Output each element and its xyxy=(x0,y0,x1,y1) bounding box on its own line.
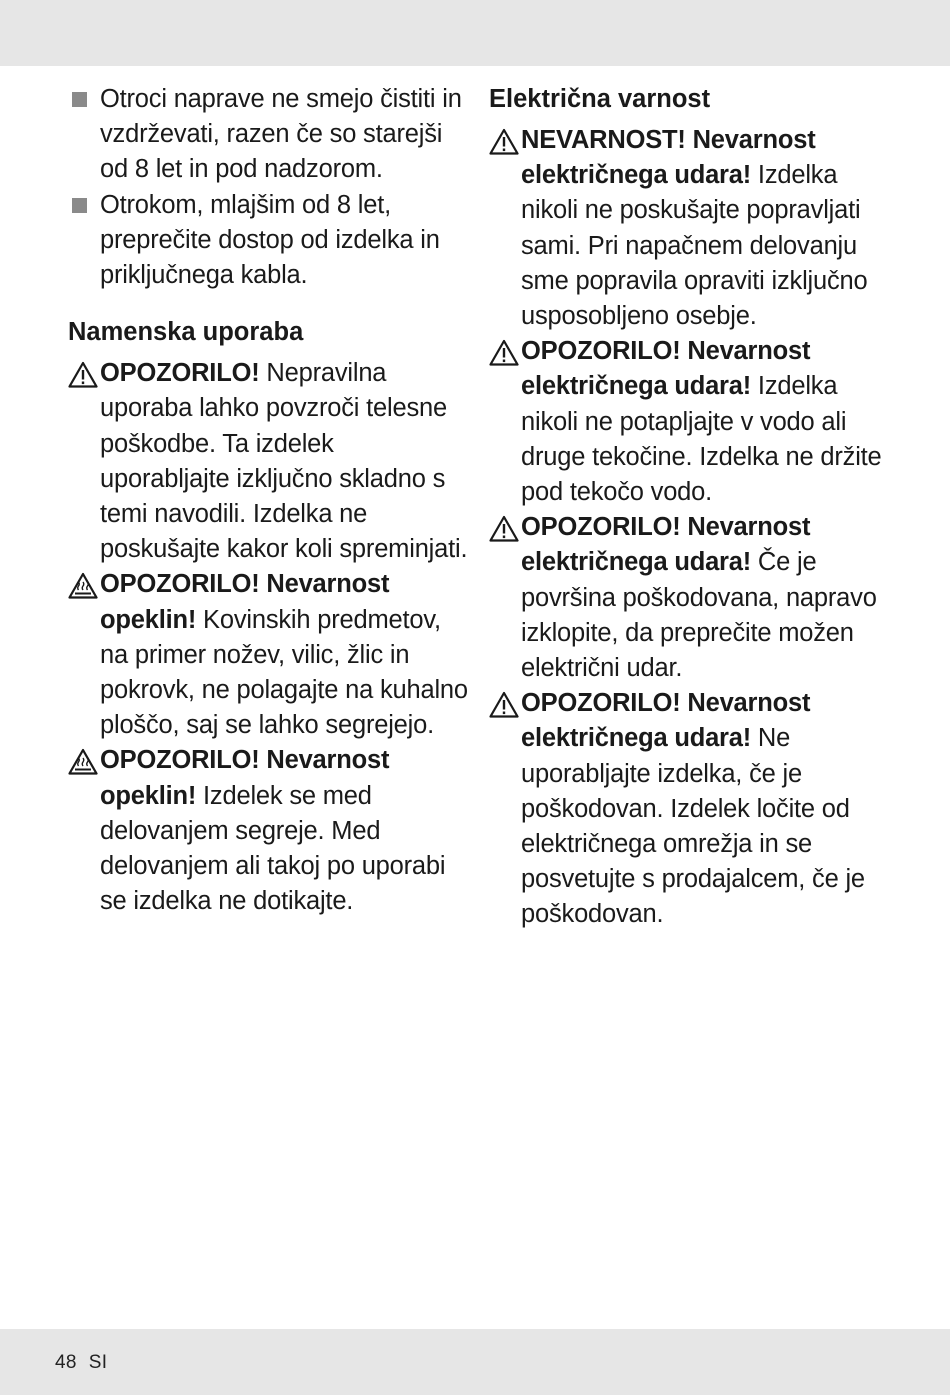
warning-triangle-icon xyxy=(489,515,519,542)
hot-surface-icon xyxy=(68,572,98,599)
warning-text: Ne uporabljajte izdelka, če je poškodovan. Izdelek ločite od električnega omrežja in se posvetujte s prodajalcem, če je poškodovan. xyxy=(521,724,865,929)
bullet-square-icon xyxy=(72,198,87,213)
bullet-text: Otroci naprave ne smejo čistiti in vzdrževati, razen če so starejši od 8 let in pod nadzorom. xyxy=(100,85,462,184)
warning-item xyxy=(68,567,468,743)
warning-item xyxy=(68,743,468,919)
left-column xyxy=(68,82,468,919)
bottom-band xyxy=(0,1329,950,1395)
top-band xyxy=(0,0,950,66)
warning-text: Izdelek se med delovanjem segreje. Med delovanjem ali takoj po uporabi se izdelka ne dotikajte. xyxy=(100,781,446,916)
warning-text: Izdelka nikoli ne potapljajte v vodo ali druge tekočine. Izdelka ne držite pod tekočo vodo. xyxy=(521,372,882,507)
bullet-item xyxy=(68,188,468,294)
warning-item xyxy=(68,356,468,567)
bullet-item xyxy=(68,82,468,188)
page-number: 48 xyxy=(55,1352,77,1373)
section-title: Električna varnost xyxy=(489,85,711,113)
warning-text: Nepravilna uporaba lahko povzroči telesne poškodbe. Ta izdelek uporabljajte izključno skladno s temi navodili. Izdelka ne poskušajte kakor koli spreminjati. xyxy=(100,359,468,564)
warning-item xyxy=(489,686,889,932)
warning-triangle-icon xyxy=(489,339,519,366)
bullet-text: Otrokom, mlajšim od 8 let, preprečite dostop od izdelka in priključnega kabla. xyxy=(100,190,440,290)
warning-label: OPOZORILO! Nevarnost električnega udara! xyxy=(521,689,811,753)
section-title: Namenska uporaba xyxy=(68,318,304,347)
warning-text: Če je površina poškodovana, napravo izklopite, da preprečite možen električni udar. xyxy=(521,548,877,683)
warning-item xyxy=(489,510,889,686)
warning-item xyxy=(489,123,889,334)
warning-text: Izdelka nikoli ne poskušajte popravljati sami. Pri napačnem delovanju sme popravila opraviti izključno usposobljeno osebje. xyxy=(521,161,868,331)
warning-label: OPOZORILO! Nevarnost opeklin! xyxy=(100,570,390,634)
warning-triangle-icon xyxy=(489,128,519,155)
page-footer xyxy=(55,1352,107,1374)
warning-label: OPOZORILO! xyxy=(100,359,260,388)
warning-triangle-icon xyxy=(489,691,519,718)
warning-text: Kovinskih predmetov, na primer nožev, vilic, žlic in pokrovk, ne polagajte na kuhalno ploščo, saj se lahko segrejejo. xyxy=(100,605,468,740)
bullet-square-icon xyxy=(72,92,87,107)
language-code: SI xyxy=(88,1352,108,1373)
warning-label: OPOZORILO! Nevarnost električnega udara! xyxy=(521,513,811,577)
right-column xyxy=(489,82,889,933)
warning-label: OPOZORILO! Nevarnost opeklin! xyxy=(100,746,390,810)
warning-label: NEVARNOST! Nevarnost električnega udara! xyxy=(521,126,816,190)
warning-item xyxy=(489,334,889,510)
warning-triangle-icon xyxy=(68,361,98,388)
warning-label: OPOZORILO! Nevarnost električnega udara! xyxy=(521,337,811,401)
hot-surface-icon xyxy=(68,748,98,775)
